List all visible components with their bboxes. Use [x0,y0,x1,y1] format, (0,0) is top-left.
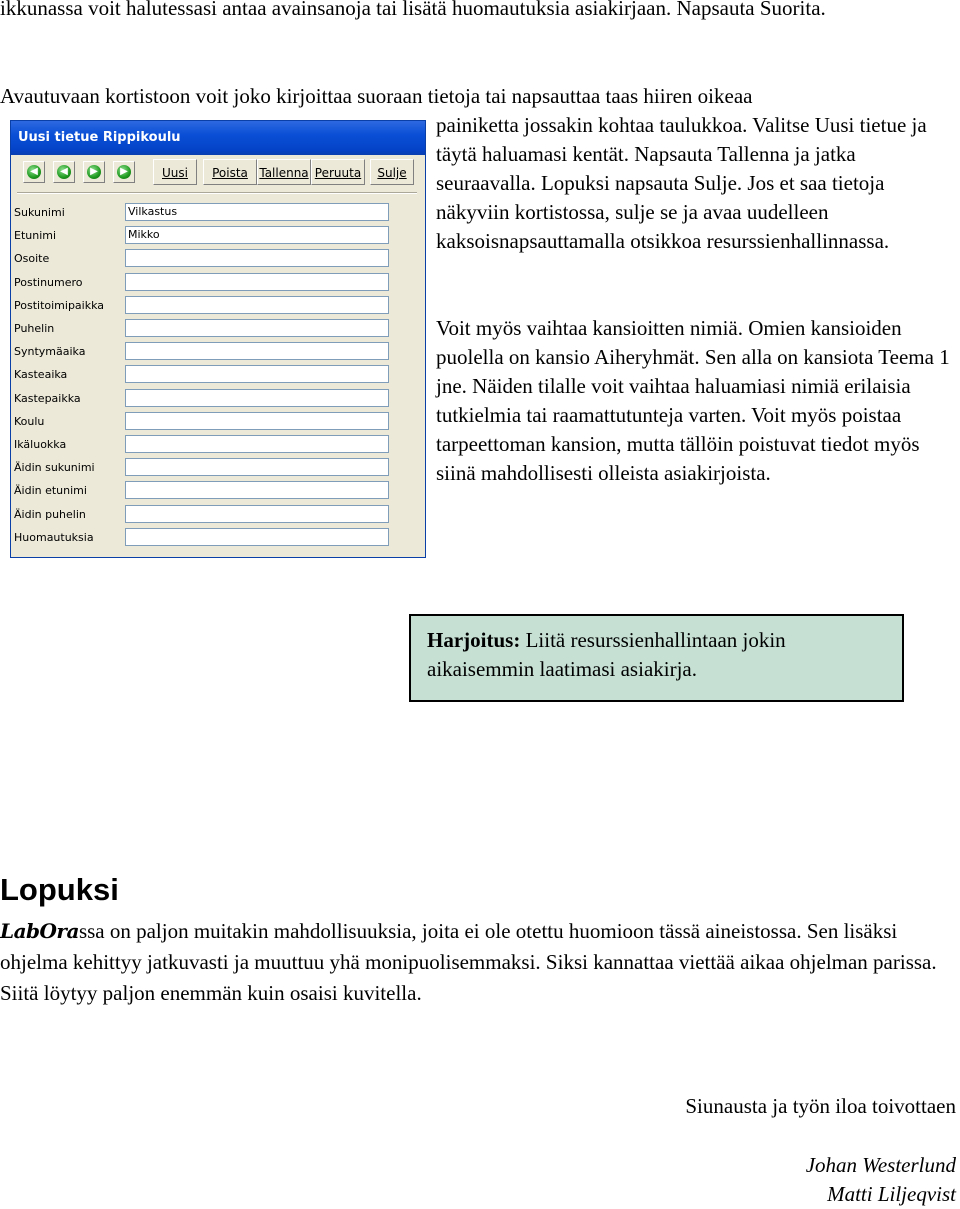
field-label: Osoite [14,252,50,266]
toolbar-divider [17,192,417,194]
field-label: Huomautuksia [14,530,94,544]
previous-record-button[interactable]: ◀ [53,161,75,183]
field-input[interactable] [125,458,389,476]
closing-paragraph [0,916,958,1009]
field-input[interactable] [125,481,389,499]
field-label: Koulu [14,414,45,428]
field-input[interactable] [125,319,389,337]
field-input[interactable] [125,273,389,291]
field-input[interactable] [125,342,389,360]
intro-paragraph: ikkunassa voit halutessasi antaa avainsanoja tai lisätä huomautuksia asiakirjaan. Napsauta Suorita. [0,0,826,20]
field-input[interactable]: Vilkastus [125,203,389,221]
field-input[interactable] [125,528,389,546]
field-input[interactable] [125,249,389,267]
field-label: Ikäluokka [14,438,67,451]
last-record-button[interactable]: ▶ [113,161,135,183]
field-label: Kasteaika [14,368,68,382]
field-input[interactable] [125,389,389,407]
instruction-paragraph-continued: painiketta jossakin kohtaa taulukkoa. Valitse Uusi tietue ja täytä haluamasi kentät. Napsauta Tallenna ja jatka seuraavalla. Lopuksi napsauta Sulje. Jos et saa tietoja näkyviin kortistossa, sulje se ja avaa uudelleen kaksoisnapsauttamalla otsikkoa resurssienhallinnassa. [436,113,927,253]
field-input[interactable] [125,435,389,453]
exercise-text: Liitä resurssienhallintaan jokin aikaisemmin laatimasi asiakirja. [427,628,786,681]
exercise-label: Harjoitus: [427,628,521,652]
field-label: Sukunimi [14,206,65,219]
folders-paragraph: Voit myös vaihtaa kansioitten nimiä. Omien kansioiden puolella on kansio Aiheryhmät. Sen alla on kansiota Teema 1 jne. Näiden tilalle voit vaihtaa haluamiasi nimiä erilaisia tutkielmia tai raamattutunteja varten. Voit myös poistaa tarpeettoman kansion, mutta tällöin poistuvat tiedot myös siinä mahdollisesti olleista asiakirjoista. [436,316,950,485]
signature-name: Matti Liljeqvist [827,1182,956,1206]
closing-text: ssa on paljon muitakin mahdollisuuksia, joita ei ole otettu huomioon tässä aineistossa. Sen lisäksi ohjelma kehittyy jatkuvasti ja muuttuu yhä monipuolisemmaksi. Siksi kannattaa viettää aikaa ohjelman parissa. Siitä löytyy paljon enemmän kuin osaisi kuvitella. [0,919,937,1005]
field-label: Äidin sukunimi [14,461,95,475]
field-input[interactable] [125,412,389,430]
field-label: Postitoimipaikka [14,298,105,312]
new-record-dialog [10,120,426,558]
cancel-button[interactable]: Peruuta [311,159,365,185]
section-heading: Lopuksi [0,872,119,907]
field-label: Syntymäaika [14,345,86,359]
field-label: Äidin etunimi [14,484,87,498]
field-input[interactable] [125,365,389,383]
signature-name: Johan Westerlund [805,1153,956,1177]
field-label: Puhelin [14,322,55,335]
greeting: Siunausta ja työn iloa toivottaen [685,1094,956,1118]
exercise-box [409,614,904,702]
new-button[interactable]: Uusi [153,159,197,185]
field-label: Äidin puhelin [14,507,86,521]
field-input[interactable] [125,505,389,523]
next-record-button[interactable]: ▶ [83,161,105,183]
close-button[interactable]: Sulje [370,159,414,185]
save-button[interactable]: Tallenna [257,159,311,185]
delete-button[interactable]: Poista [203,159,257,185]
instruction-paragraph-start: Avautuvaan kortistoon voit joko kirjoittaa suoraan tietoja tai napsauttaa taas hiiren oikeaa [0,84,753,108]
field-input[interactable] [125,296,389,314]
dialog-title: Uusi tietue Rippikoulu [11,121,425,155]
field-input[interactable]: Mikko [125,226,389,244]
labora-logo: LabOra [0,919,79,943]
field-label: Etunimi [14,229,57,243]
field-label: Kastepaikka [14,391,81,405]
field-label: Postinumero [14,275,83,289]
first-record-button[interactable]: ◀ [23,161,45,183]
